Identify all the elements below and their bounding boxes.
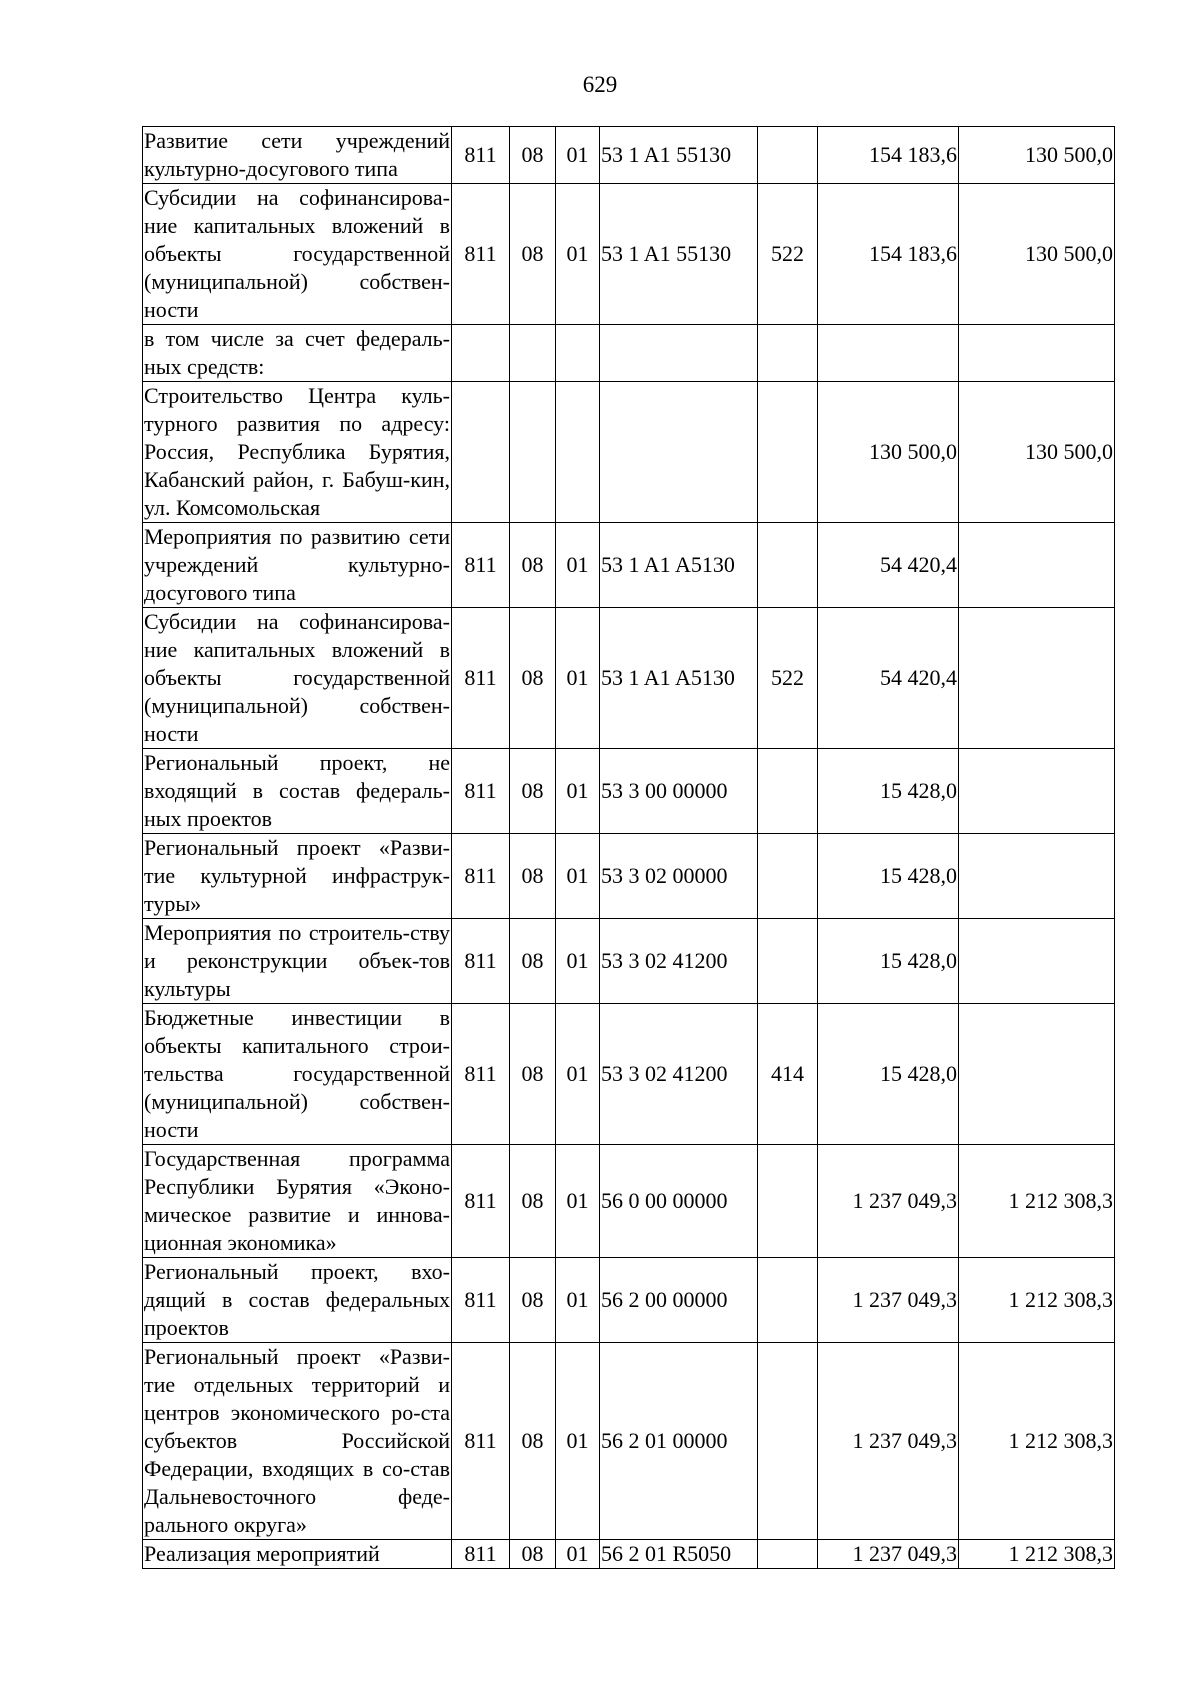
subsection-code: 01 bbox=[556, 749, 600, 834]
subsection-code: 01 bbox=[556, 1343, 600, 1540]
table-row bbox=[143, 1258, 1115, 1343]
section-code bbox=[510, 325, 556, 382]
expense-type-code bbox=[758, 523, 818, 608]
amount-1: 154 183,6 bbox=[818, 184, 959, 325]
section-code: 08 bbox=[510, 1004, 556, 1145]
expense-type-code bbox=[758, 919, 818, 1004]
amount-2: 1 212 308,3 bbox=[959, 1343, 1115, 1540]
table-row bbox=[143, 325, 1115, 382]
amount-2: 130 500,0 bbox=[959, 127, 1115, 184]
amount-1: 15 428,0 bbox=[818, 1004, 959, 1145]
target-item-code: 56 2 01 R5050 bbox=[600, 1540, 758, 1569]
expense-type-code bbox=[758, 382, 818, 523]
subsection-code: 01 bbox=[556, 919, 600, 1004]
ministry-code: 811 bbox=[452, 1145, 510, 1258]
ministry-code: 811 bbox=[452, 523, 510, 608]
amount-2 bbox=[959, 325, 1115, 382]
target-item-code bbox=[600, 325, 758, 382]
subsection-code bbox=[556, 382, 600, 523]
amount-1: 15 428,0 bbox=[818, 834, 959, 919]
amount-1 bbox=[818, 325, 959, 382]
expense-type-code: 522 bbox=[758, 184, 818, 325]
subsection-code: 01 bbox=[556, 834, 600, 919]
ministry-code: 811 bbox=[452, 184, 510, 325]
expense-type-code bbox=[758, 834, 818, 919]
target-item-code: 53 3 02 41200 bbox=[600, 919, 758, 1004]
expense-type-code bbox=[758, 749, 818, 834]
amount-2 bbox=[959, 608, 1115, 749]
ministry-code bbox=[452, 382, 510, 523]
amount-2: 1 212 308,3 bbox=[959, 1540, 1115, 1569]
amount-1: 130 500,0 bbox=[818, 382, 959, 523]
table-body bbox=[143, 127, 1115, 1569]
section-code: 08 bbox=[510, 1145, 556, 1258]
table-row bbox=[143, 1145, 1115, 1258]
table-row bbox=[143, 523, 1115, 608]
expense-type-code: 414 bbox=[758, 1004, 818, 1145]
item-name: Субсидии на софинансирова-ние капитальных вложений в объекты государственной (муниципальной) собствен-ности bbox=[143, 184, 452, 325]
expense-type-code bbox=[758, 1145, 818, 1258]
table-row bbox=[143, 608, 1115, 749]
item-name: Мероприятия по развитию сети учреждений культурно-досугового типа bbox=[143, 523, 452, 608]
table-row bbox=[143, 919, 1115, 1004]
amount-2: 1 212 308,3 bbox=[959, 1145, 1115, 1258]
table-row bbox=[143, 1343, 1115, 1540]
target-item-code: 53 3 02 00000 bbox=[600, 834, 758, 919]
target-item-code: 53 1 A1 A5130 bbox=[600, 608, 758, 749]
section-code: 08 bbox=[510, 1258, 556, 1343]
section-code bbox=[510, 382, 556, 523]
section-code: 08 bbox=[510, 608, 556, 749]
section-code: 08 bbox=[510, 749, 556, 834]
expense-type-code: 522 bbox=[758, 608, 818, 749]
subsection-code: 01 bbox=[556, 1258, 600, 1343]
section-code: 08 bbox=[510, 919, 556, 1004]
subsection-code: 01 bbox=[556, 1540, 600, 1569]
item-name: Реализация мероприятий bbox=[143, 1540, 452, 1569]
item-name: в том числе за счет федераль-ных средств: bbox=[143, 325, 452, 382]
amount-2 bbox=[959, 523, 1115, 608]
section-code: 08 bbox=[510, 1540, 556, 1569]
section-code: 08 bbox=[510, 834, 556, 919]
target-item-code: 53 1 A1 A5130 bbox=[600, 523, 758, 608]
item-name: Мероприятия по строитель-ству и реконструкции объек-тов культуры bbox=[143, 919, 452, 1004]
amount-2 bbox=[959, 749, 1115, 834]
expense-type-code bbox=[758, 325, 818, 382]
target-item-code: 56 0 00 00000 bbox=[600, 1145, 758, 1258]
ministry-code bbox=[452, 325, 510, 382]
amount-2 bbox=[959, 1004, 1115, 1145]
ministry-code: 811 bbox=[452, 1540, 510, 1569]
target-item-code: 53 3 00 00000 bbox=[600, 749, 758, 834]
ministry-code: 811 bbox=[452, 749, 510, 834]
item-name: Региональный проект, вхо-дящий в состав федеральных проектов bbox=[143, 1258, 452, 1343]
item-name: Региональный проект «Разви-тие отдельных территорий и центров экономического ро-ста субъектов Российской Федерации, входящих в со-став Дальневосточного феде-рального округа» bbox=[143, 1343, 452, 1540]
section-code: 08 bbox=[510, 184, 556, 325]
amount-1: 54 420,4 bbox=[818, 523, 959, 608]
item-name: Региональный проект, не входящий в состав федераль-ных проектов bbox=[143, 749, 452, 834]
item-name: Государственная программа Республики Бурятия «Эконо-мическое развитие и иннова-ционная экономика» bbox=[143, 1145, 452, 1258]
expense-type-code bbox=[758, 1258, 818, 1343]
target-item-code: 53 1 A1 55130 bbox=[600, 184, 758, 325]
target-item-code: 53 1 A1 55130 bbox=[600, 127, 758, 184]
amount-2: 130 500,0 bbox=[959, 184, 1115, 325]
ministry-code: 811 bbox=[452, 1004, 510, 1145]
target-item-code bbox=[600, 382, 758, 523]
target-item-code: 56 2 01 00000 bbox=[600, 1343, 758, 1540]
amount-1: 1 237 049,3 bbox=[818, 1258, 959, 1343]
target-item-code: 56 2 00 00000 bbox=[600, 1258, 758, 1343]
subsection-code: 01 bbox=[556, 1004, 600, 1145]
amount-1: 15 428,0 bbox=[818, 919, 959, 1004]
subsection-code: 01 bbox=[556, 1145, 600, 1258]
amount-2 bbox=[959, 919, 1115, 1004]
amount-1: 1 237 049,3 bbox=[818, 1343, 959, 1540]
section-code: 08 bbox=[510, 523, 556, 608]
budget-table bbox=[142, 126, 1115, 1569]
ministry-code: 811 bbox=[452, 608, 510, 749]
ministry-code: 811 bbox=[452, 1343, 510, 1540]
expense-type-code bbox=[758, 1343, 818, 1540]
subsection-code: 01 bbox=[556, 523, 600, 608]
item-name: Строительство Центра куль-турного развития по адресу: Россия, Республика Бурятия, Кабанский район, г. Бабуш-кин, ул. Комсомольская bbox=[143, 382, 452, 523]
item-name: Бюджетные инвестиции в объекты капитального строи-тельства государственной (муниципальной) собствен-ности bbox=[143, 1004, 452, 1145]
item-name: Региональный проект «Разви-тие культурной инфраструк-туры» bbox=[143, 834, 452, 919]
target-item-code: 53 3 02 41200 bbox=[600, 1004, 758, 1145]
item-name: Субсидии на софинансирова-ние капитальных вложений в объекты государственной (муниципальной) собствен-ности bbox=[143, 608, 452, 749]
page-number: 629 bbox=[582, 72, 618, 97]
expense-type-code bbox=[758, 1540, 818, 1569]
section-code: 08 bbox=[510, 1343, 556, 1540]
subsection-code: 01 bbox=[556, 184, 600, 325]
amount-1: 154 183,6 bbox=[818, 127, 959, 184]
table-row bbox=[143, 184, 1115, 325]
table-row bbox=[143, 1004, 1115, 1145]
item-name: Развитие сети учреждений культурно-досугового типа bbox=[143, 127, 452, 184]
amount-2 bbox=[959, 834, 1115, 919]
subsection-code bbox=[556, 325, 600, 382]
amount-1: 15 428,0 bbox=[818, 749, 959, 834]
ministry-code: 811 bbox=[452, 127, 510, 184]
table-row bbox=[143, 127, 1115, 184]
ministry-code: 811 bbox=[452, 919, 510, 1004]
amount-1: 1 237 049,3 bbox=[818, 1145, 959, 1258]
subsection-code: 01 bbox=[556, 127, 600, 184]
ministry-code: 811 bbox=[452, 834, 510, 919]
table-row bbox=[143, 834, 1115, 919]
section-code: 08 bbox=[510, 127, 556, 184]
expense-type-code bbox=[758, 127, 818, 184]
table-row bbox=[143, 1540, 1115, 1569]
subsection-code: 01 bbox=[556, 608, 600, 749]
table-row bbox=[143, 382, 1115, 523]
amount-1: 1 237 049,3 bbox=[818, 1540, 959, 1569]
ministry-code: 811 bbox=[452, 1258, 510, 1343]
amount-2: 1 212 308,3 bbox=[959, 1258, 1115, 1343]
table-row bbox=[143, 749, 1115, 834]
amount-2: 130 500,0 bbox=[959, 382, 1115, 523]
amount-1: 54 420,4 bbox=[818, 608, 959, 749]
